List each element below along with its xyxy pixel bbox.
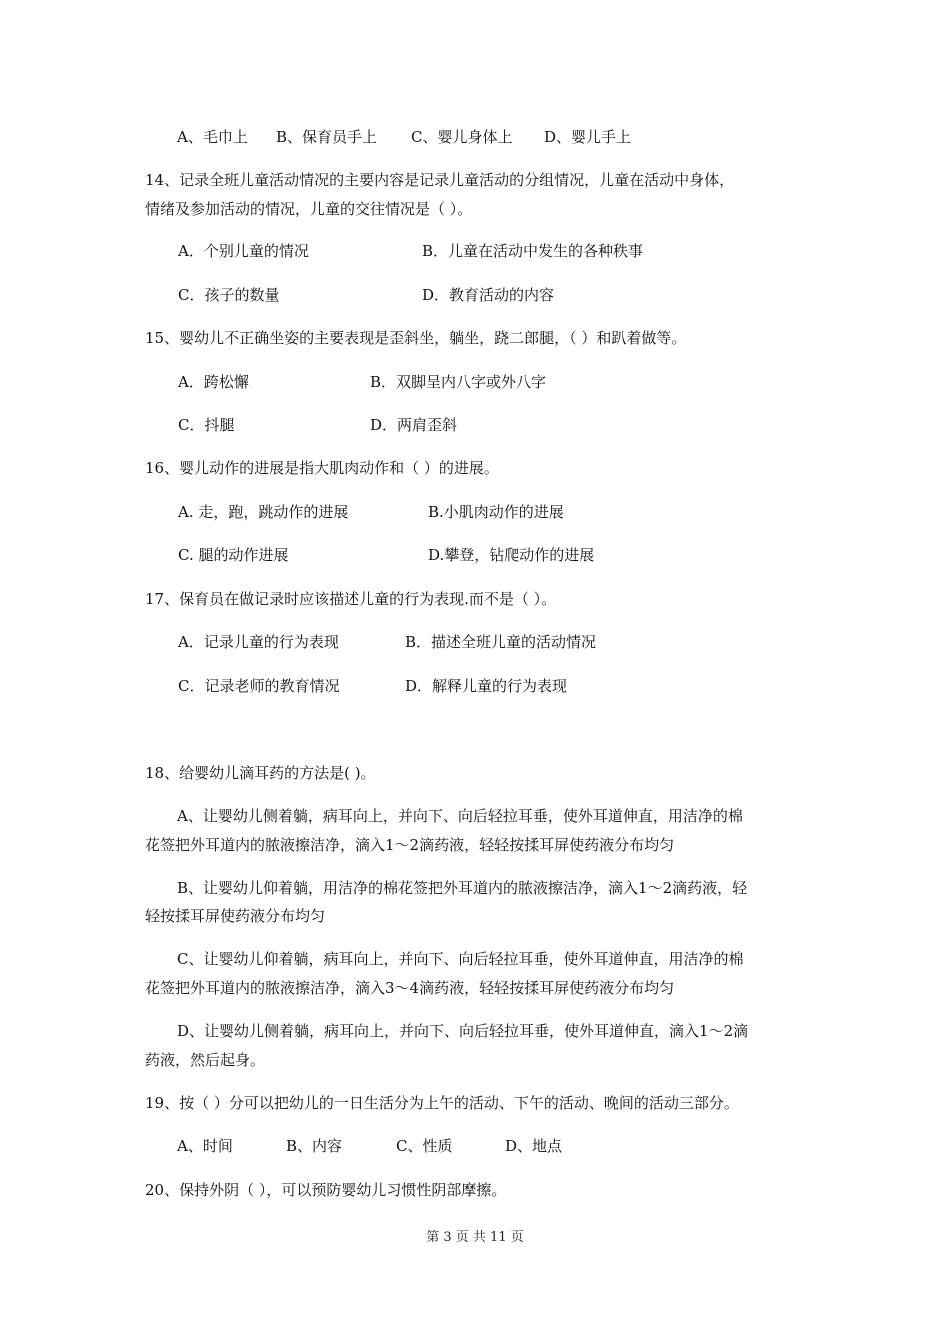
q18-stem: 18、给婴幼儿滴耳药的方法是( )。 bbox=[145, 764, 376, 782]
q16-option-d: D.攀登，钻爬动作的进展 bbox=[428, 546, 595, 564]
q15-option-a: A．跨松懈 bbox=[178, 373, 249, 391]
q17-option-c: C．记录老师的教育情况 bbox=[178, 677, 340, 695]
q19-option-b: B、内容 bbox=[286, 1137, 343, 1155]
q18-option-a-line2: 花签把外耳道内的脓液擦洁净，滴入1～2滴药液，轻轻按揉耳屏使药液分布均匀 bbox=[145, 836, 675, 854]
q17-option-d: D．解释儿童的行为表现 bbox=[405, 677, 568, 695]
q13-option-c: C、婴儿身体上 bbox=[411, 128, 513, 146]
q17-option-a: A．记录儿童的行为表现 bbox=[178, 633, 339, 651]
q17-stem: 17、保育员在做记录时应该描述儿童的行为表现.而不是（ ）。 bbox=[145, 590, 557, 608]
q16-option-a: A. 走，跑，跳动作的进展 bbox=[178, 503, 349, 521]
q14-option-a: A．个别儿童的情况 bbox=[178, 242, 309, 260]
q14-stem-line2: 情绪及参加活动的情况，儿童的交往情况是（ ）。 bbox=[145, 200, 473, 218]
q18-option-b-line1: B、让婴幼儿仰着躺，用洁净的棉花签把外耳道内的脓液擦洁净，滴入1～2滴药液，轻 bbox=[177, 879, 748, 897]
q16-stem: 16、婴儿动作的进展是指大肌肉动作和（ ）的进展。 bbox=[145, 459, 499, 477]
q18-option-d-line1: D、让婴幼儿侧着躺，病耳向上，并向下、向后轻拉耳垂，使外耳道伸直，滴入1～2滴 bbox=[177, 1022, 749, 1040]
q18-option-d-line2: 药液，然后起身。 bbox=[145, 1051, 266, 1069]
q14-stem-line1: 14、记录全班儿童活动情况的主要内容是记录儿童活动的分组情况，儿童在活动中身体， bbox=[145, 171, 735, 189]
q19-option-c: C、性质 bbox=[396, 1137, 453, 1155]
page-number-footer: 第 3 页 共 11 页 bbox=[426, 1230, 524, 1245]
q13-option-b: B、保育员手上 bbox=[276, 128, 378, 146]
q18-option-b-line2: 轻按揉耳屏使药液分布均匀 bbox=[145, 907, 326, 925]
q15-option-c: C．抖腿 bbox=[178, 416, 235, 434]
q18-option-c-line1: C、让婴幼儿仰着躺，病耳向上，并向下、向后轻拉耳垂，使外耳道伸直，用洁净的棉 bbox=[177, 950, 744, 968]
q14-option-d: D．教育活动的内容 bbox=[422, 286, 555, 304]
q18-option-a-line1: A、让婴幼儿侧着躺，病耳向上，并向下、向后轻拉耳垂，使外耳道伸直，用洁净的棉 bbox=[177, 807, 743, 825]
q20-stem: 20、保持外阴（ ），可以预防婴幼儿习惯性阴部摩擦。 bbox=[145, 1181, 507, 1199]
q14-option-b: B．儿童在活动中发生的各种秩事 bbox=[422, 242, 644, 260]
q17-option-b: B．描述全班儿童的活动情况 bbox=[405, 633, 597, 651]
q16-option-c: C. 腿的动作进展 bbox=[178, 546, 289, 564]
q19-option-a: A、时间 bbox=[177, 1137, 233, 1155]
q14-option-c: C．孩子的数量 bbox=[178, 286, 280, 304]
q16-option-b: B.小肌肉动作的进展 bbox=[428, 503, 564, 521]
q15-option-d: D．两肩歪斜 bbox=[370, 416, 458, 434]
q19-stem: 19、按（ ）分可以把幼儿的一日生活分为上午的活动、下午的活动、晚间的活动三部分。 bbox=[145, 1094, 739, 1112]
q18-option-c-line2: 花签把外耳道内的脓液擦洁净，滴入3～4滴药液，轻轻按揉耳屏使药液分布均匀 bbox=[145, 979, 675, 997]
q15-option-b: B．双脚呈内八字或外八字 bbox=[370, 373, 547, 391]
q19-option-d: D、地点 bbox=[505, 1137, 563, 1155]
q13-option-d: D、婴儿手上 bbox=[544, 128, 632, 146]
q15-stem: 15、婴幼儿不正确坐姿的主要表现是歪斜坐，躺坐，跷二郎腿，（ ）和趴着做等。 bbox=[145, 329, 687, 347]
q13-option-a: A、毛巾上 bbox=[177, 128, 248, 146]
